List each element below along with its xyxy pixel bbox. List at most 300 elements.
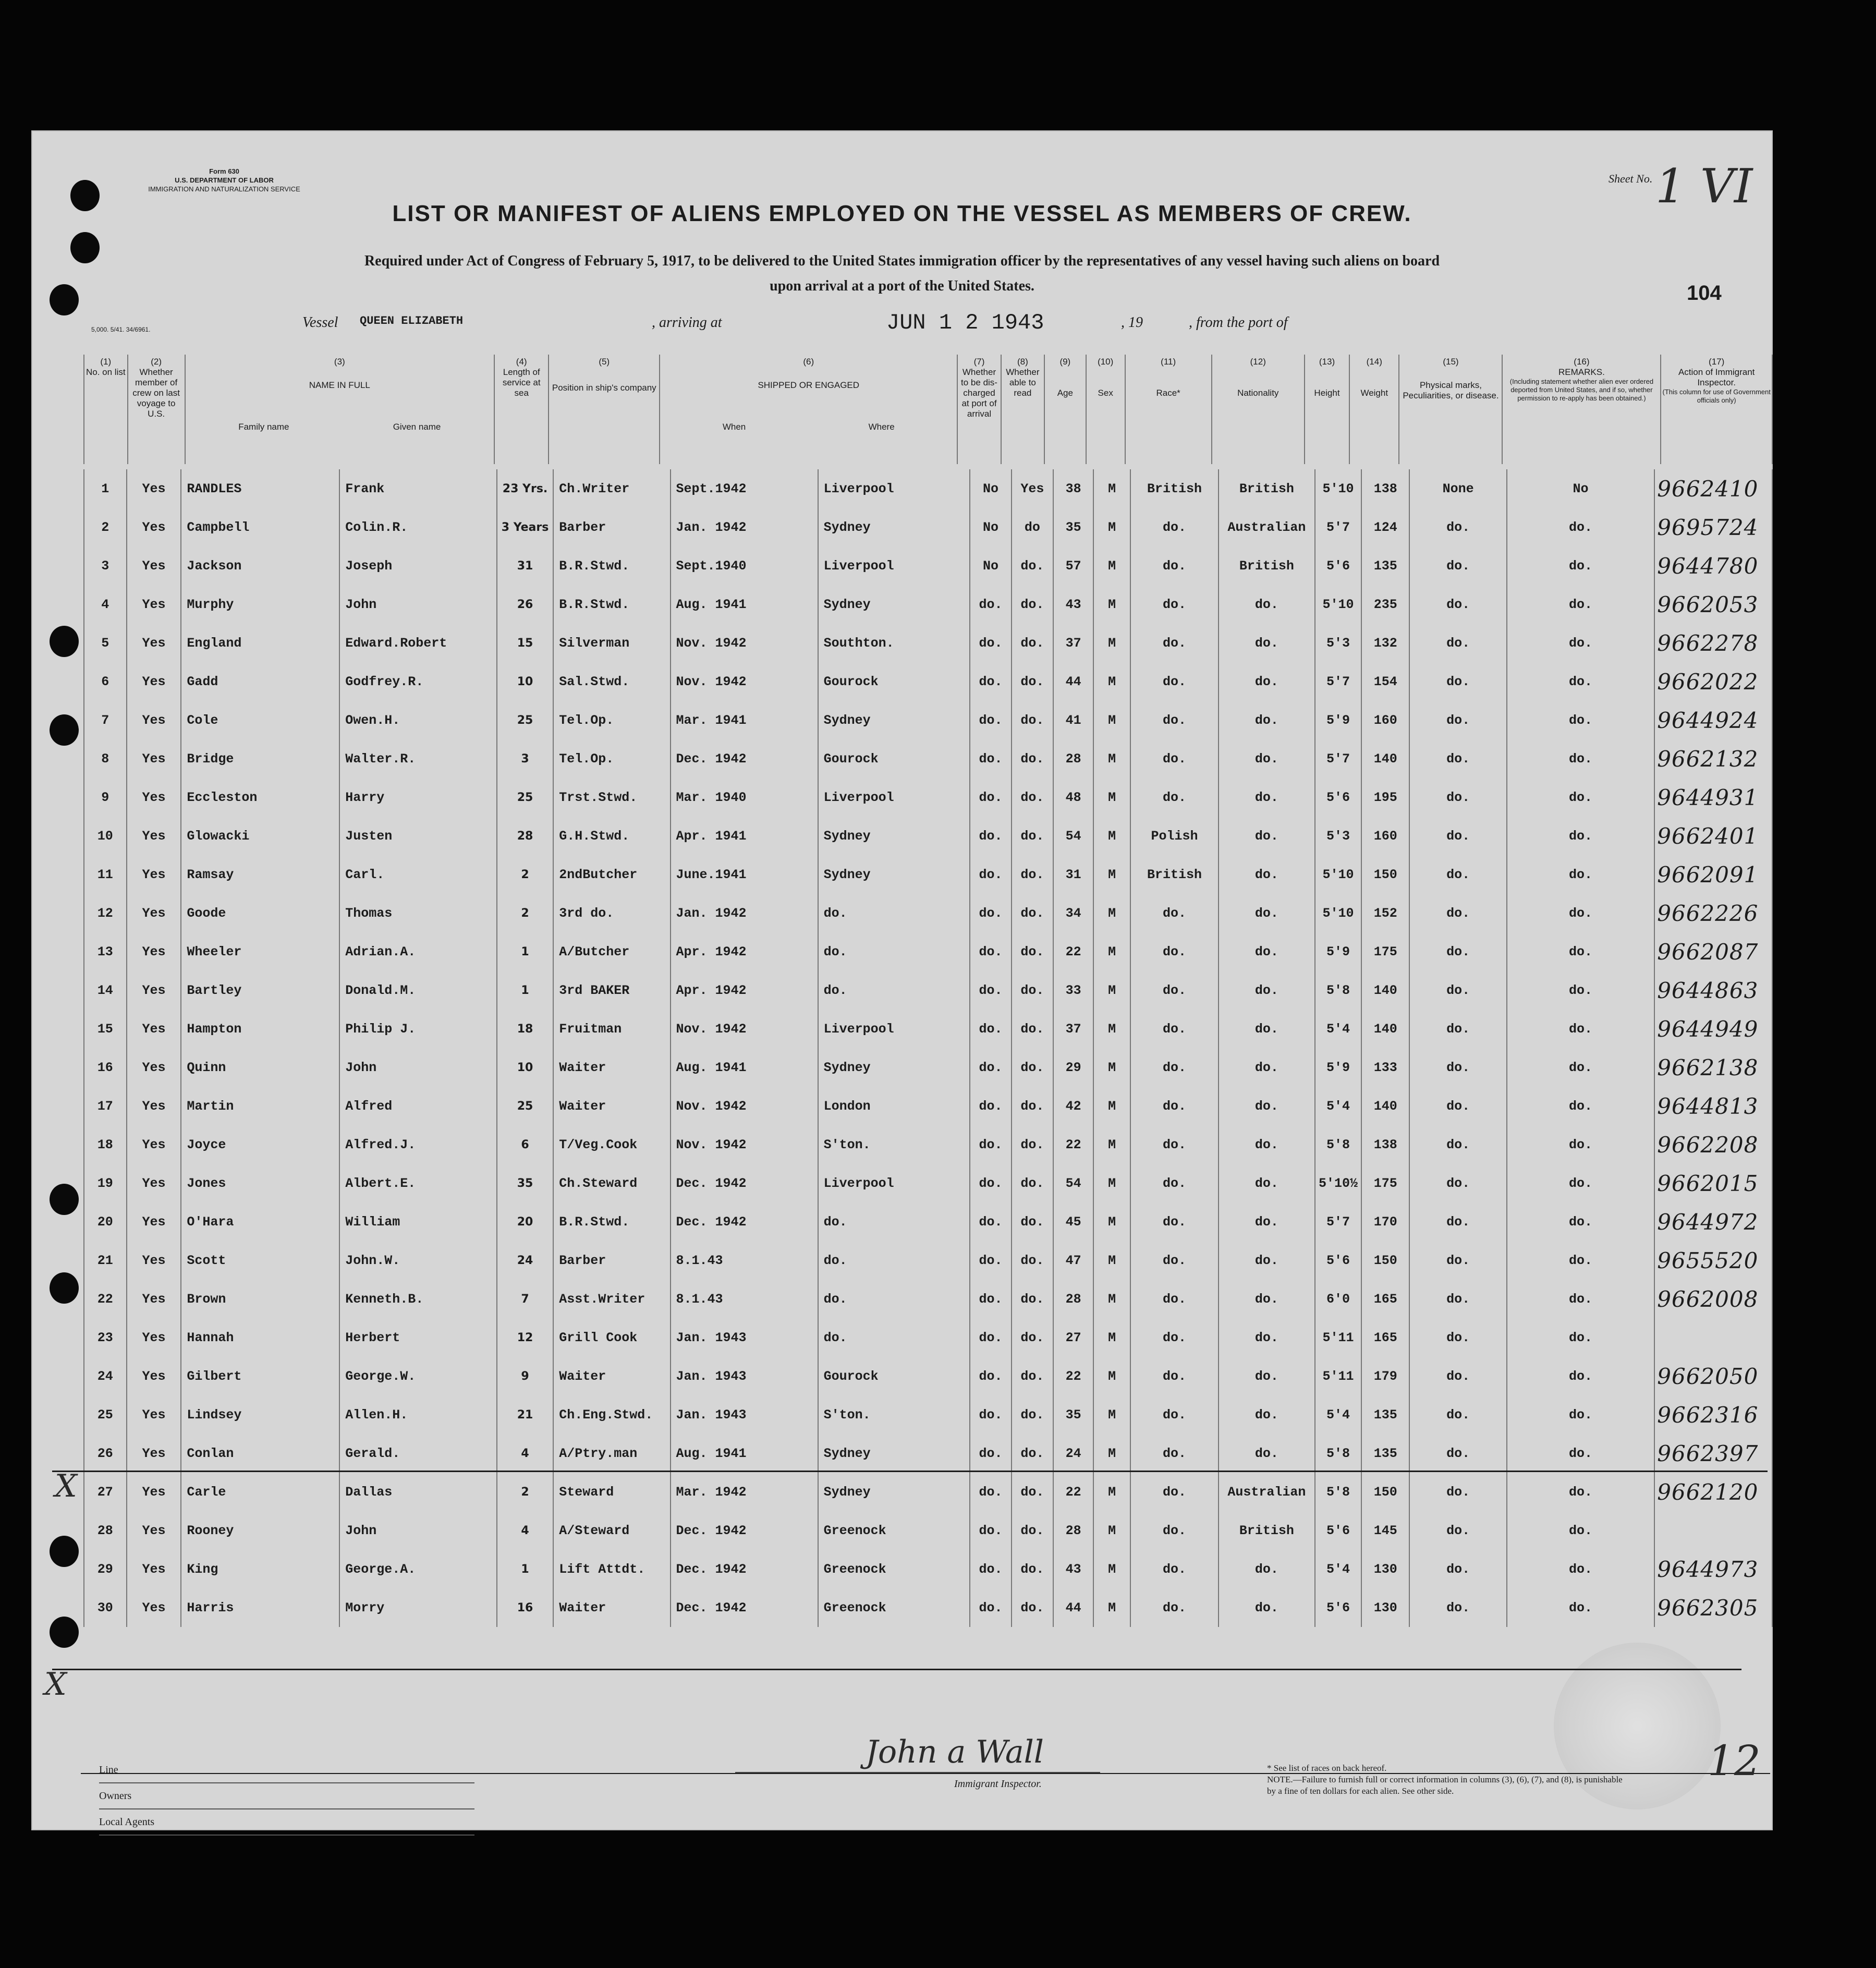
from-port-label: , from the port of	[1189, 314, 1288, 331]
cell-where: do.	[818, 1318, 970, 1357]
cell-weight: 152	[1361, 894, 1409, 932]
cell-action: 9662397	[1654, 1434, 1772, 1473]
penalty-note: NOTE.—Failure to furnish full or correct information in columns (3), (6), (7), and (8), is punishable by a fine of ten dollars for each alien. See other side.	[1267, 1775, 1623, 1796]
cell-race: British	[1130, 855, 1219, 894]
cell-member: Yes	[127, 1357, 181, 1395]
cell-physical: do.	[1409, 855, 1506, 894]
page-number: 104	[1687, 282, 1722, 305]
cell-service: 10	[497, 662, 553, 701]
cell-remarks: do.	[1507, 971, 1655, 1010]
cell-discharged: do.	[970, 701, 1012, 739]
cell-given: Godfrey.R.	[339, 662, 497, 701]
cell-weight: 195	[1361, 778, 1409, 817]
cell-sex: M	[1093, 1164, 1130, 1202]
cell-read: do.	[1012, 739, 1053, 778]
cell-nationality: do.	[1219, 1087, 1315, 1125]
cell-given: George.A.	[339, 1550, 497, 1588]
cell-physical: do.	[1409, 817, 1506, 855]
cell-read: do.	[1012, 1511, 1053, 1550]
cell-physical: do.	[1409, 1434, 1506, 1473]
cell-family: Quinn	[181, 1048, 339, 1087]
margin-x-mark: X	[55, 1468, 77, 1504]
cell-no: 30	[84, 1588, 127, 1627]
cell-position: Waiter	[553, 1357, 670, 1395]
cell-where: Liverpool	[818, 546, 970, 585]
cell-action: 9662316	[1654, 1395, 1772, 1434]
table-row	[84, 817, 1772, 855]
vessel-row	[302, 310, 1319, 336]
cell-action: 9662138	[1654, 1048, 1772, 1087]
cell-family: Lindsey	[181, 1395, 339, 1434]
cell-height: 5'11	[1315, 1357, 1361, 1395]
cell-remarks: do.	[1507, 894, 1655, 932]
cell-read: do.	[1012, 1395, 1053, 1434]
cell-height: 5'4	[1315, 1550, 1361, 1588]
cell-given: Philip J.	[339, 1010, 497, 1048]
cell-nationality: do.	[1219, 1048, 1315, 1087]
cell-where: Sydney	[818, 508, 970, 546]
cell-race: do.	[1130, 1164, 1219, 1202]
cell-discharged: do.	[970, 1241, 1012, 1280]
vessel-name: QUEEN ELIZABETH	[360, 314, 464, 327]
cell-action: 9644972	[1654, 1202, 1772, 1241]
cell-no: 4	[84, 585, 127, 624]
cell-read: do.	[1012, 1048, 1053, 1087]
cell-age: 28	[1053, 1280, 1093, 1318]
column-headers	[83, 355, 1773, 464]
cell-family: Goode	[181, 894, 339, 932]
cell-position: Waiter	[553, 1588, 670, 1627]
cell-race: British	[1130, 469, 1219, 508]
cell-position: 3rd BAKER	[553, 971, 670, 1010]
cell-action: 9662022	[1654, 662, 1772, 701]
cell-family: Eccleston	[181, 778, 339, 817]
cell-read: do.	[1012, 971, 1053, 1010]
cell-service: 6	[497, 1125, 553, 1164]
cell-when: Nov. 1942	[671, 1087, 818, 1125]
cell-member: Yes	[127, 1202, 181, 1241]
cell-where: Sydney	[818, 1473, 970, 1511]
cell-height: 5'9	[1315, 701, 1361, 739]
cell-no: 13	[84, 932, 127, 971]
cell-read: do.	[1012, 1318, 1053, 1357]
cell-member: Yes	[127, 1434, 181, 1473]
cell-discharged: No	[970, 508, 1012, 546]
cell-age: 29	[1053, 1048, 1093, 1087]
cell-service: 1	[497, 971, 553, 1010]
cell-action: 9662008	[1654, 1280, 1772, 1318]
cell-age: 35	[1053, 508, 1093, 546]
cell-read: do.	[1012, 1241, 1053, 1280]
cell-when: Apr. 1942	[671, 971, 818, 1010]
cell-physical: None	[1409, 469, 1506, 508]
cell-no: 28	[84, 1511, 127, 1550]
cell-remarks: do.	[1507, 1395, 1655, 1434]
cell-family: Brown	[181, 1280, 339, 1318]
cell-given: Edward.Robert	[339, 624, 497, 662]
cell-family: Murphy	[181, 585, 339, 624]
cell-no: 20	[84, 1202, 127, 1241]
cell-family: Wheeler	[181, 932, 339, 971]
cell-position: 3rd do.	[553, 894, 670, 932]
cell-service: 2	[497, 894, 553, 932]
cell-where: Greenock	[818, 1511, 970, 1550]
cell-discharged: do.	[970, 1434, 1012, 1473]
cell-service: 2	[497, 1473, 553, 1511]
cell-sex: M	[1093, 1588, 1130, 1627]
cell-when: Nov. 1942	[671, 1010, 818, 1048]
cell-member: Yes	[127, 1395, 181, 1434]
cell-height: 5'4	[1315, 1395, 1361, 1434]
cell-read: do.	[1012, 1010, 1053, 1048]
cell-service: 35	[497, 1164, 553, 1202]
cell-member: Yes	[127, 1241, 181, 1280]
table-row	[84, 778, 1772, 817]
cell-action: 9644949	[1654, 1010, 1772, 1048]
cell-member: Yes	[127, 1550, 181, 1588]
cell-remarks: do.	[1507, 662, 1655, 701]
cell-race: do.	[1130, 546, 1219, 585]
cell-weight: 140	[1361, 971, 1409, 1010]
cell-position: Ch.Writer	[553, 469, 670, 508]
cell-given: Herbert	[339, 1318, 497, 1357]
cell-where: S'ton.	[818, 1395, 970, 1434]
cell-nationality: do.	[1219, 1010, 1315, 1048]
cell-service: 20	[497, 1202, 553, 1241]
cell-given: Carl.	[339, 855, 497, 894]
cell-when: Dec. 1942	[671, 1588, 818, 1627]
cell-sex: M	[1093, 778, 1130, 817]
footer-notes	[1267, 1763, 1632, 1797]
cell-physical: do.	[1409, 1164, 1506, 1202]
cell-discharged: do.	[970, 739, 1012, 778]
table-row	[84, 508, 1772, 546]
cell-discharged: do.	[970, 1164, 1012, 1202]
cell-read: do.	[1012, 546, 1053, 585]
col-header-physical: (15) Physical marks, Peculiarities, or disease.	[1399, 355, 1502, 464]
cell-nationality: do.	[1219, 739, 1315, 778]
cell-sex: M	[1093, 1087, 1130, 1125]
cell-when: Sept.1942	[671, 469, 818, 508]
cell-action: 9662132	[1654, 739, 1772, 778]
cell-weight: 140	[1361, 739, 1409, 778]
cell-nationality: do.	[1219, 624, 1315, 662]
cell-remarks: do.	[1507, 739, 1655, 778]
cell-remarks: do.	[1507, 1473, 1655, 1511]
cell-nationality: do.	[1219, 1318, 1315, 1357]
cell-remarks: do.	[1507, 624, 1655, 662]
strike-line-row-28	[52, 1669, 1741, 1670]
table-row	[84, 1010, 1772, 1048]
cell-where: Gourock	[818, 739, 970, 778]
cell-member: Yes	[127, 624, 181, 662]
cell-physical: do.	[1409, 1473, 1506, 1511]
table-row	[84, 1048, 1772, 1087]
cell-family: Joyce	[181, 1125, 339, 1164]
cell-physical: do.	[1409, 778, 1506, 817]
cell-position: T/Veg.Cook	[553, 1125, 670, 1164]
cell-service: 25	[497, 1087, 553, 1125]
cell-read: do.	[1012, 624, 1053, 662]
cell-service: 12	[497, 1318, 553, 1357]
cell-when: Jan. 1942	[671, 508, 818, 546]
cell-height: 5'7	[1315, 662, 1361, 701]
cell-when: Jan. 1943	[671, 1318, 818, 1357]
cell-where: London	[818, 1087, 970, 1125]
cell-nationality: do.	[1219, 1395, 1315, 1434]
cell-position: Waiter	[553, 1048, 670, 1087]
cell-weight: 235	[1361, 585, 1409, 624]
cell-member: Yes	[127, 1164, 181, 1202]
cell-service: 9	[497, 1357, 553, 1395]
cell-nationality: Australian	[1219, 1473, 1315, 1511]
cell-family: Carle	[181, 1473, 339, 1511]
col-header-discharged: (7) Whether to be dis-charged at port of arrival	[957, 355, 1001, 464]
cell-weight: 150	[1361, 855, 1409, 894]
cell-weight: 135	[1361, 1434, 1409, 1473]
cell-read: do.	[1012, 1434, 1053, 1473]
binder-hole	[50, 714, 79, 746]
binder-hole	[50, 1272, 79, 1304]
cell-position: Waiter	[553, 1087, 670, 1125]
cell-no: 8	[84, 739, 127, 778]
cell-where: Liverpool	[818, 1010, 970, 1048]
cell-where: do.	[818, 1280, 970, 1318]
cell-service: 25	[497, 778, 553, 817]
cell-physical: do.	[1409, 508, 1506, 546]
cell-sex: M	[1093, 855, 1130, 894]
manifest-sheet	[31, 130, 1773, 1830]
cell-position: B.R.Stwd.	[553, 585, 670, 624]
cell-position: Asst.Writer	[553, 1280, 670, 1318]
cell-action: 9644863	[1654, 971, 1772, 1010]
cell-given: Morry	[339, 1588, 497, 1627]
cell-service: 4	[497, 1511, 553, 1550]
cell-discharged: do.	[970, 1588, 1012, 1627]
cell-sex: M	[1093, 1010, 1130, 1048]
cell-physical: do.	[1409, 1280, 1506, 1318]
cell-read: Yes	[1012, 469, 1053, 508]
cell-where: Sydney	[818, 817, 970, 855]
cell-age: 31	[1053, 855, 1093, 894]
cell-age: 44	[1053, 1588, 1093, 1627]
cell-action: 9662226	[1654, 894, 1772, 932]
cell-member: Yes	[127, 546, 181, 585]
cell-race: do.	[1130, 778, 1219, 817]
cell-physical: do.	[1409, 1010, 1506, 1048]
cell-physical: do.	[1409, 662, 1506, 701]
cell-when: Apr. 1941	[671, 817, 818, 855]
cell-race: do.	[1130, 1202, 1219, 1241]
cell-sex: M	[1093, 1550, 1130, 1588]
cell-age: 22	[1053, 1125, 1093, 1164]
cell-race: do.	[1130, 971, 1219, 1010]
cell-read: do.	[1012, 1125, 1053, 1164]
cell-family: Conlan	[181, 1434, 339, 1473]
cell-given: Joseph	[339, 546, 497, 585]
col-header-no: (1) No. on list	[84, 355, 128, 464]
cell-member: Yes	[127, 855, 181, 894]
cell-age: 33	[1053, 971, 1093, 1010]
cell-read: do.	[1012, 701, 1053, 739]
cell-age: 43	[1053, 1550, 1093, 1588]
cell-where: Sydney	[818, 1434, 970, 1473]
cell-height: 5'7	[1315, 508, 1361, 546]
cell-discharged: do.	[970, 855, 1012, 894]
cell-member: Yes	[127, 585, 181, 624]
cell-position: Silverman	[553, 624, 670, 662]
cell-remarks: do.	[1507, 1241, 1655, 1280]
cell-sex: M	[1093, 894, 1130, 932]
cell-race: Polish	[1130, 817, 1219, 855]
cell-family: Scott	[181, 1241, 339, 1280]
table-row	[84, 1241, 1772, 1280]
cell-race: do.	[1130, 1511, 1219, 1550]
cell-position: A/Butcher	[553, 932, 670, 971]
cell-discharged: do.	[970, 1280, 1012, 1318]
form-number: Form 630	[209, 167, 239, 175]
cell-race: do.	[1130, 662, 1219, 701]
binder-hole	[70, 180, 100, 211]
cell-no: 17	[84, 1087, 127, 1125]
cell-sex: M	[1093, 1511, 1130, 1550]
cell-no: 6	[84, 662, 127, 701]
cell-sex: M	[1093, 1473, 1130, 1511]
cell-height: 5'8	[1315, 971, 1361, 1010]
cell-nationality: do.	[1219, 1434, 1315, 1473]
col-header-given-name: Given name	[393, 422, 441, 432]
cell-family: O'Hara	[181, 1202, 339, 1241]
cell-height: 5'6	[1315, 1588, 1361, 1627]
cell-age: 22	[1053, 1473, 1093, 1511]
cell-physical: do.	[1409, 1241, 1506, 1280]
cell-member: Yes	[127, 1010, 181, 1048]
cell-remarks: do.	[1507, 1318, 1655, 1357]
cell-race: do.	[1130, 1087, 1219, 1125]
cell-physical: do.	[1409, 585, 1506, 624]
cell-nationality: do.	[1219, 1280, 1315, 1318]
cell-action: 9644924	[1654, 701, 1772, 739]
col-header-shipped: (6) SHIPPED OR ENGAGED When Where	[660, 355, 957, 464]
cell-position: 2ndButcher	[553, 855, 670, 894]
cell-nationality: do.	[1219, 855, 1315, 894]
cell-action: 9662410	[1654, 469, 1772, 508]
cell-discharged: do.	[970, 1202, 1012, 1241]
cell-action: 9644931	[1654, 778, 1772, 817]
cell-remarks: do.	[1507, 701, 1655, 739]
cell-age: 48	[1053, 778, 1093, 817]
cell-remarks: do.	[1507, 1434, 1655, 1473]
cell-nationality: do.	[1219, 778, 1315, 817]
cell-action: 9644780	[1654, 546, 1772, 585]
cell-action: 9662053	[1654, 585, 1772, 624]
cell-action: 9662087	[1654, 932, 1772, 971]
cell-physical: do.	[1409, 1588, 1506, 1627]
cell-no: 27	[84, 1473, 127, 1511]
cell-discharged: do.	[970, 1010, 1012, 1048]
cell-physical: do.	[1409, 932, 1506, 971]
cell-nationality: do.	[1219, 1241, 1315, 1280]
cell-sex: M	[1093, 585, 1130, 624]
cell-given: Justen	[339, 817, 497, 855]
year-label: , 19	[1121, 314, 1143, 331]
cell-weight: 150	[1361, 1473, 1409, 1511]
cell-age: 54	[1053, 817, 1093, 855]
cell-sex: M	[1093, 817, 1130, 855]
cell-age: 28	[1053, 1511, 1093, 1550]
cell-family: Rooney	[181, 1511, 339, 1550]
cell-action: 9662208	[1654, 1125, 1772, 1164]
cell-race: do.	[1130, 1280, 1219, 1318]
cell-where: Gourock	[818, 662, 970, 701]
cell-remarks: do.	[1507, 585, 1655, 624]
cell-family: Campbell	[181, 508, 339, 546]
cell-discharged: No	[970, 469, 1012, 508]
cell-member: Yes	[127, 1280, 181, 1318]
cell-position: B.R.Stwd.	[553, 1202, 670, 1241]
cell-age: 35	[1053, 1395, 1093, 1434]
cell-when: Apr. 1942	[671, 932, 818, 971]
cell-race: do.	[1130, 624, 1219, 662]
cell-given: John	[339, 585, 497, 624]
table-row	[84, 1318, 1772, 1357]
cell-action: 9695724	[1654, 508, 1772, 546]
cell-position: Fruitman	[553, 1010, 670, 1048]
cell-height: 5'9	[1315, 1048, 1361, 1087]
col-header-weight: (14) Weight	[1349, 355, 1399, 464]
cell-where: do.	[818, 932, 970, 971]
cell-nationality: British	[1219, 1511, 1315, 1550]
col-header-sex: (10) Sex	[1086, 355, 1125, 464]
cell-family: Hampton	[181, 1010, 339, 1048]
cell-sex: M	[1093, 701, 1130, 739]
cell-read: do.	[1012, 1164, 1053, 1202]
col-header-height: (13) Height	[1305, 355, 1349, 464]
cell-member: Yes	[127, 894, 181, 932]
cell-when: 8.1.43	[671, 1280, 818, 1318]
cell-given: Donald.M.	[339, 971, 497, 1010]
cell-given: Owen.H.	[339, 701, 497, 739]
cell-position: Barber	[553, 508, 670, 546]
cell-when: Jan. 1943	[671, 1357, 818, 1395]
cell-read: do.	[1012, 855, 1053, 894]
cell-member: Yes	[127, 1087, 181, 1125]
cell-member: Yes	[127, 1588, 181, 1627]
cell-nationality: do.	[1219, 1357, 1315, 1395]
cell-position: B.R.Stwd.	[553, 546, 670, 585]
cell-height: 5'7	[1315, 739, 1361, 778]
cell-no: 14	[84, 971, 127, 1010]
footer-fields	[99, 1757, 474, 1836]
table-row	[84, 855, 1772, 894]
cell-member: Yes	[127, 1048, 181, 1087]
cell-discharged: do.	[970, 932, 1012, 971]
col-header-family-name: Family name	[238, 422, 289, 432]
cell-where: do.	[818, 894, 970, 932]
cell-no: 16	[84, 1048, 127, 1087]
cell-remarks: No	[1507, 469, 1655, 508]
table-row	[84, 894, 1772, 932]
table-row	[84, 546, 1772, 585]
cell-physical: do.	[1409, 1202, 1506, 1241]
cell-height: 5'8	[1315, 1125, 1361, 1164]
cell-weight: 160	[1361, 817, 1409, 855]
cell-action: 9662120	[1654, 1473, 1772, 1511]
cell-race: do.	[1130, 739, 1219, 778]
cell-action: 9655520	[1654, 1241, 1772, 1280]
cell-read: do.	[1012, 585, 1053, 624]
cell-weight: 145	[1361, 1511, 1409, 1550]
